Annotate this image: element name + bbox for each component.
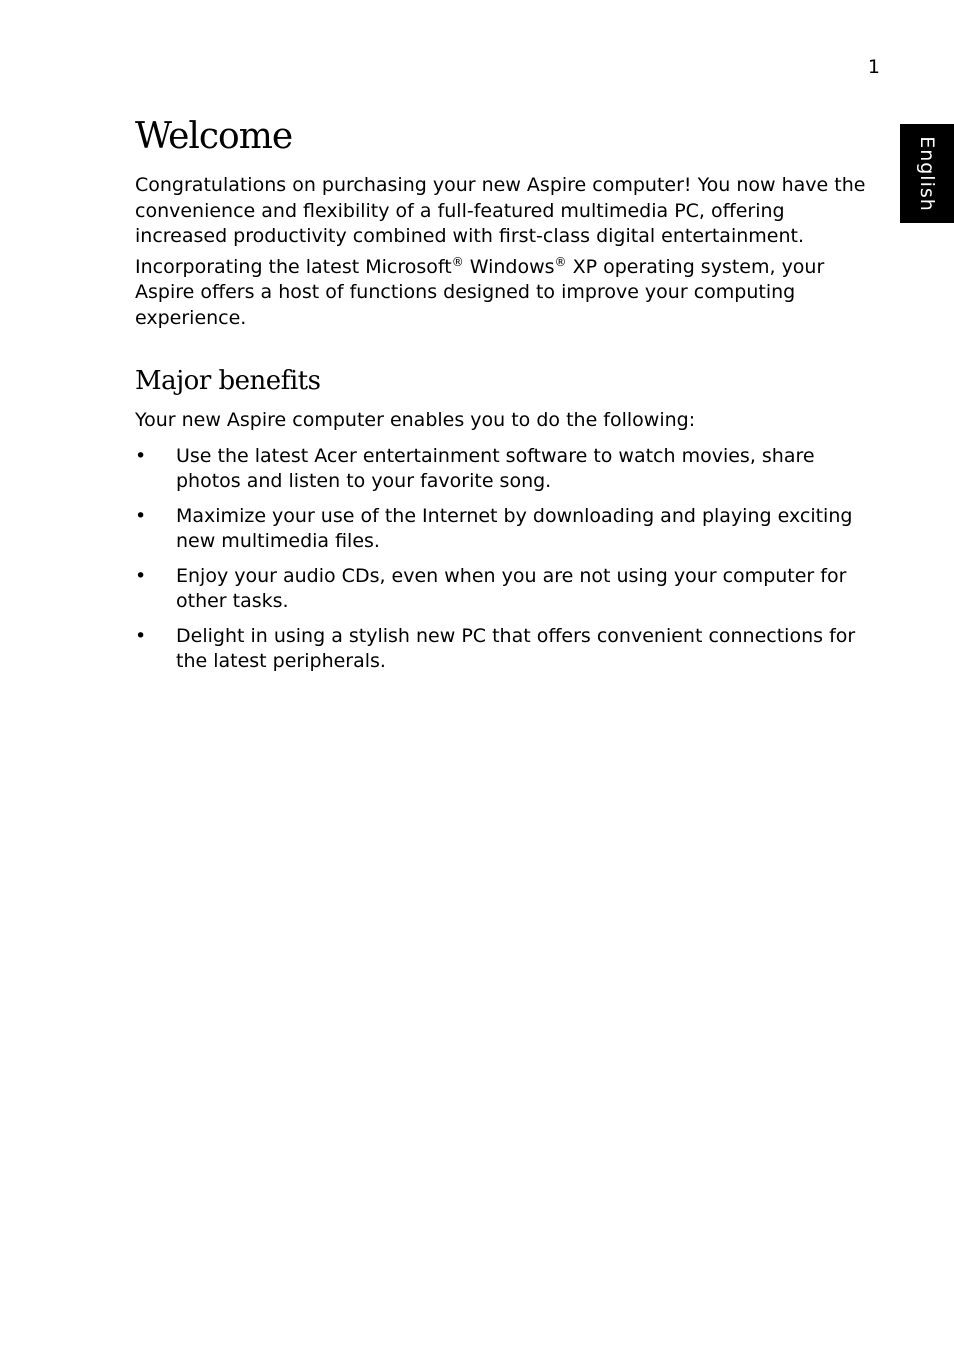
paragraph-2-text-c: XP operating system, your Aspire offers a host of functions designed to improve your computing experience. [135,255,825,329]
welcome-paragraph-2 [135,255,875,332]
bullet: • [135,624,147,647]
section-title-major-benefits: Major benefits [135,366,321,396]
registered-mark-1: ® [451,254,464,269]
bullet: • [135,504,147,527]
list-item-text: Delight in using a stylish new PC that offers convenient connections for the latest peripherals. [176,624,856,672]
list-item [135,564,875,615]
page-title: Welcome [135,116,293,157]
welcome-paragraph-1: Congratulations on purchasing your new Aspire computer! You now have the convenience and flexibility of a full-featured multimedia PC, offering increased productivity combined with first-class digital entertainment. [135,174,866,247]
list-item [135,504,875,555]
list-item [135,624,875,675]
benefits-intro: Your new Aspire computer enables you to do the following: [135,409,696,431]
bullet: • [135,444,147,467]
bullet: • [135,564,147,587]
page-number: 1 [867,56,880,78]
language-tab-label: English [916,135,938,212]
list-item-text: Use the latest Acer entertainment software to watch movies, share photos and listen to your favorite song. [176,444,815,492]
benefits-list [135,444,875,675]
language-tab [900,124,954,223]
registered-mark-2: ® [554,254,567,269]
list-item-text: Enjoy your audio CDs, even when you are not using your computer for other tasks. [176,564,847,612]
paragraph-2-text-b: Windows [463,255,555,278]
list-item-text: Maximize your use of the Internet by downloading and playing exciting new multimedia files. [176,504,853,552]
paragraph-2-text-a: Incorporating the latest Microsoft [135,255,452,278]
list-item [135,444,875,495]
page-content [135,114,875,684]
